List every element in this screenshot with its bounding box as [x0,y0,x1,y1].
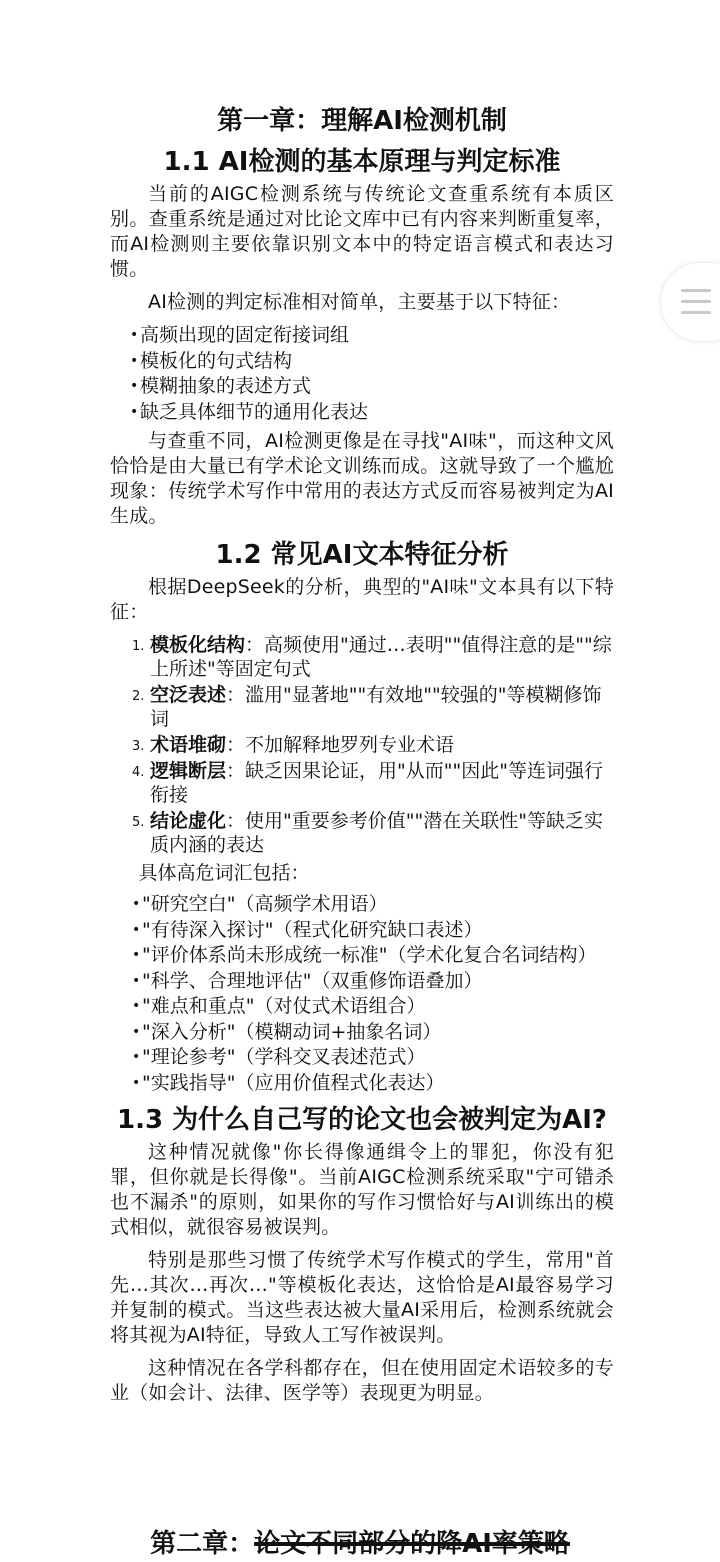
ai-feature-list [110,633,614,857]
chapter-2-struck-title: 论文不同部分的降AI率策略 [254,1529,570,1559]
feature-term: 术语堆砌 [150,734,227,756]
high-risk-word-list [110,892,614,1096]
feature-term: 逻辑断层 [150,760,227,782]
high-risk-words-intro: 具体高危词汇包括： [138,862,310,884]
section-1-2-intro: 根据DeepSeek的分析，典型的"AI味"文本具有以下特征： [110,576,614,623]
section-1-3-heading: 1.3 为什么自己写的论文也会被判定为AI? [117,1105,607,1135]
section-1-2-heading: 1.2 常见AI文本特征分析 [215,540,509,570]
document-page [110,100,614,1414]
section-1-1-heading: 1.1 AI检测的基本原理与判定标准 [163,147,561,177]
feature-item [132,809,614,857]
list-item: • "难点和重点"（对仗式术语组合） [132,994,614,1020]
section-1-1-bullet-list [110,323,614,425]
list-item: • "理论参考"（学科交叉表述范式） [132,1045,614,1071]
feature-description: ：不加解释地罗列专业术语 [226,734,455,756]
section-1-3-paragraph-2: 特别是那些习惯了传统学术写作模式的学生，常用"首先…其次…再次…"等模板化表达，这恰恰是AI最容易学习并复制的模式。当这些表达被大量AI采用后，检测系统就会将其视为AI特征，导致人工写作被误判。 [110,1249,614,1346]
feature-number: 4. [132,765,145,780]
section-1-3-paragraph-3: 这种情况在各学科都存在，但在使用固定术语较多的专业（如会计、法律、医学等）表现更为明显。 [110,1357,614,1404]
feature-description: ：高频使用"通过…表明""值得注意的是""综上所述"等固定句式 [150,634,612,680]
list-item: • "科学、合理地评估"（双重修饰语叠加） [132,969,614,995]
chapter-2-prefix: 第二章： [150,1529,255,1559]
feature-number: 1. [132,639,145,654]
feature-description: ：使用"重要参考价值""潜在关联性"等缺乏实质内涵的表达 [150,810,603,856]
section-1-3-paragraph-1: 这种情况就像"你长得像通缉令上的罪犯，你没有犯罪，但你就是长得像"。当前AIGC检测系统采取"宁可错杀也不漏杀"的原则，如果你的写作习惯恰好与AI训练出的模式相似，就很容易被误判。 [110,1141,614,1238]
feature-item [132,633,614,681]
list-item: • "深入分析"（模糊动词+抽象名词） [132,1020,614,1046]
section-1-1-paragraph-3: 与查重不同，AI检测更像是在寻找"AI味"，而这种文风恰恰是由大量已有学术论文训练而成。这就导致了一个尴尬现象：传统学术写作中常用的表达方式反而容易被判定为AI生成。 [110,430,614,527]
section-1-1-paragraph-2: AI检测的判定标准相对简单，主要基于以下特征： [148,291,571,313]
feature-term: 空泛表述 [150,684,227,706]
list-item: • "实践指导"（应用价值程式化表达） [132,1071,614,1097]
feature-description: ：滥用"显著地""有效地""较强的"等模糊修饰词 [150,684,602,730]
feature-number: 5. [132,815,145,830]
feature-item [132,759,614,807]
list-item: • "评价体系尚未形成统一标准"（学术化复合名词结构） [132,943,614,969]
feature-number: 2. [132,689,145,704]
list-item: • "研究空白"（高频学术用语） [132,892,614,918]
section-1-1-paragraph-1: 当前的AIGC检测系统与传统论文查重系统有本质区别。查重系统是通过对比论文库中已有内容来判断重复率，而AI检测则主要依靠识别文本中的特定语言模式和表达习惯。 [110,183,614,280]
feature-number: 3. [132,739,145,754]
list-item: • 模板化的句式结构 [130,349,614,375]
feature-item [132,683,614,731]
chapter-2-title [0,1526,720,1562]
list-item: • 缺乏具体细节的通用化表达 [130,400,614,426]
list-item: • 模糊抽象的表述方式 [130,374,614,400]
chapter-1-title: 第一章：理解AI检测机制 [217,106,507,136]
list-item: • "有待深入探讨"（程式化研究缺口表述） [132,918,614,944]
feature-item [132,733,614,757]
list-item: • 高频出现的固定衔接词组 [130,323,614,349]
feature-term: 模板化结构 [150,634,246,656]
feature-term: 结论虚化 [150,810,227,832]
floating-menu-button[interactable] [660,262,720,342]
feature-description: ：缺乏因果论证，用"从而""因此"等连词强行衔接 [150,760,603,806]
